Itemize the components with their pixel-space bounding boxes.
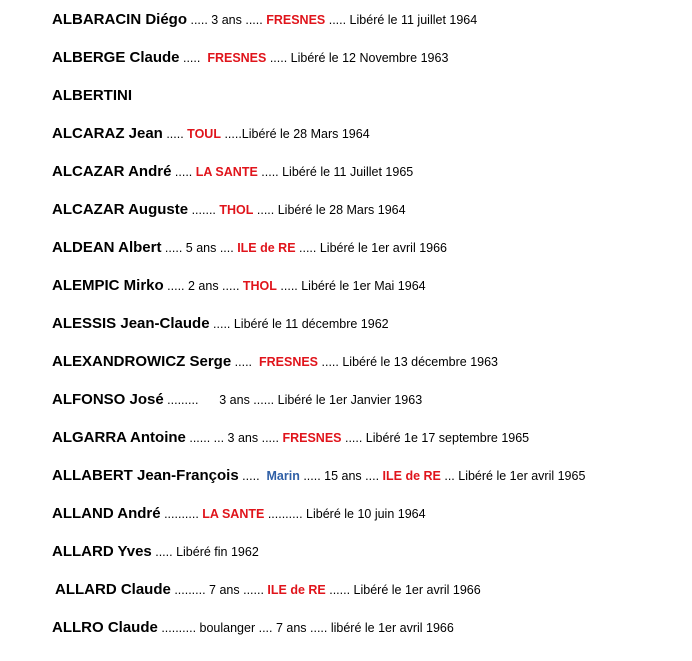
entry-detail: ..... xyxy=(238,469,267,483)
entry-detail: ..... xyxy=(171,165,196,179)
entry-detail: ..... 3 ans ..... xyxy=(187,13,267,27)
prison-name: ILE de RE xyxy=(267,583,326,597)
entry-detail: ..... Libéré fin 1962 xyxy=(151,545,259,559)
prison-name: THOL xyxy=(219,203,254,217)
prison-name: LA SANTE xyxy=(195,165,258,179)
list-item xyxy=(52,465,585,487)
prison-name: FRESNES xyxy=(207,51,267,65)
entry-detail: ..... 2 ans ..... xyxy=(163,279,243,293)
entry-name: ALEXANDROWICZ Serge xyxy=(52,353,232,370)
list-item xyxy=(52,123,370,145)
entry-name: ALCAZAR André xyxy=(52,163,172,180)
entry-detail: ..... Libéré 1e 17 septembre 1965 xyxy=(341,431,530,445)
entry-name: ALDEAN Albert xyxy=(52,239,162,256)
entry-name: ALESSIS Jean-Claude xyxy=(52,315,210,332)
entry-detail: ..... Libéré le 1er avril 1966 xyxy=(295,241,448,255)
prison-name: LA SANTE xyxy=(202,507,265,521)
entry-detail: ..... 15 ans .... xyxy=(299,469,383,483)
entry-name: ALFONSO José xyxy=(52,391,164,408)
entry-detail: ..... Libéré le 1er Mai 1964 xyxy=(276,279,426,293)
entry-detail: .......... boulanger .... 7 ans ..... libéré le 1er avril 1966 xyxy=(157,621,454,635)
entry-detail: ..... xyxy=(231,355,259,369)
list-item xyxy=(52,351,498,373)
entry-detail: ....... xyxy=(188,203,220,217)
entry-detail: ..... 5 ans .... xyxy=(161,241,238,255)
entry-detail: ...... Libéré le 1er avril 1966 xyxy=(325,583,481,597)
entry-detail: ...... ... 3 ans ..... xyxy=(185,431,283,445)
entry-detail: .......... xyxy=(160,507,203,521)
entry-detail: ..... xyxy=(179,51,208,65)
entry-name: ALBERTINI xyxy=(52,87,132,104)
entry-name: ALLARD Yves xyxy=(52,543,152,560)
entry-name: ALLARD Claude xyxy=(55,581,171,598)
list-item xyxy=(52,85,132,107)
entry-name: ALBERGE Claude xyxy=(52,49,180,66)
list-item xyxy=(52,199,406,221)
prison-name: TOUL xyxy=(187,127,221,141)
entry-detail: ..... Libéré le 11 décembre 1962 xyxy=(209,317,389,331)
entry-name: ALEMPIC Mirko xyxy=(52,277,164,294)
list-item xyxy=(52,237,447,259)
entry-detail: ..... Libéré le 12 Novembre 1963 xyxy=(266,51,449,65)
prison-name: ILE de RE xyxy=(237,241,296,255)
entry-detail: ... Libéré le 1er avril 1965 xyxy=(440,469,586,483)
entry-name: ALCARAZ Jean xyxy=(52,125,163,142)
prison-name: ILE de RE xyxy=(382,469,441,483)
list-item xyxy=(52,389,422,411)
entry-detail: ..... xyxy=(162,127,188,141)
entry-detail: .......... Libéré le 10 juin 1964 xyxy=(264,507,426,521)
list-item xyxy=(52,427,529,449)
prison-name: FRESNES xyxy=(266,13,326,27)
entry-detail: ..... Libéré le 28 Mars 1964 xyxy=(253,203,406,217)
occupation-label: Marin xyxy=(266,469,300,483)
entry-detail: ..... Libéré le 13 décembre 1963 xyxy=(318,355,499,369)
prison-name: FRESNES xyxy=(282,431,342,445)
list-item xyxy=(52,617,454,639)
entry-detail: ......... 7 ans ...... xyxy=(170,583,268,597)
prison-name: THOL xyxy=(242,279,277,293)
list-item xyxy=(52,275,426,297)
entry-name: ALLAND André xyxy=(52,505,161,522)
list-item xyxy=(52,503,426,525)
list-item xyxy=(55,579,481,601)
entry-name: ALLRO Claude xyxy=(52,619,158,636)
entry-detail: ..... Libéré le 11 juillet 1964 xyxy=(325,13,478,27)
list-item xyxy=(52,47,448,69)
entry-detail: ......... 3 ans ...... Libéré le 1er Janvier 1963 xyxy=(163,393,423,407)
prison-name: FRESNES xyxy=(258,355,319,369)
entry-name: ALCAZAR Auguste xyxy=(52,201,189,218)
entry-name: ALLABERT Jean-François xyxy=(52,467,239,484)
list-item xyxy=(52,541,259,563)
list-item xyxy=(52,313,389,335)
entry-detail: .....Libéré le 28 Mars 1964 xyxy=(220,127,370,141)
list-item xyxy=(52,9,477,31)
list-item xyxy=(52,161,413,183)
entry-name: ALGARRA Antoine xyxy=(52,429,186,446)
entry-detail: ..... Libéré le 11 Juillet 1965 xyxy=(257,165,414,179)
entry-name: ALBARACIN Diégo xyxy=(52,11,187,28)
